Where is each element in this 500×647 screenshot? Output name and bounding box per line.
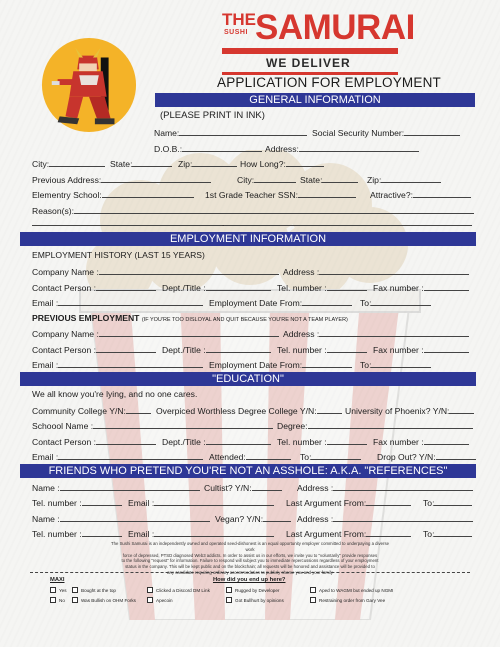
prev-fax-number-label: Fax number : [373,345,424,355]
edu-tel-number-field[interactable] [277,436,367,447]
option-wagmi-checkbox[interactable] [310,587,316,593]
ref1-address-field[interactable] [297,482,473,493]
option-apecoin-checkbox[interactable] [147,597,153,603]
company-address-label: Address : [283,267,320,277]
disclaimer-line: any candidate requiring ordinary accommodation to publicly shame you and your family [167,569,333,575]
print-in-ink-note: (PLEASE PRINT IN INK) [160,110,265,121]
previous-state-label: State: [300,175,323,185]
employment-date-label: Employment Date From: [209,298,303,308]
ref2-tel-label: Tel. number : [32,529,82,539]
ref1-tel-field[interactable] [32,497,122,508]
state-label: State: [110,159,133,169]
education-header: "EDUCATION" [20,372,476,386]
community-college-label: Community College Y/N: [32,406,126,416]
name-field[interactable] [154,127,307,138]
ref1-cultist-label: Cultist? Y/N: [204,483,252,493]
zip-field[interactable] [178,158,237,169]
name-label: Name: [154,128,180,138]
employment-to-field[interactable] [360,297,431,308]
edu-email-field[interactable] [32,451,203,462]
attended-to-label: To: [300,452,312,462]
ref2-last-argument-field[interactable] [286,528,411,539]
overpriced-college-label: Overpiced Worthless Degree College Y/N: [156,406,317,416]
ssn-label: Social Security Number: [312,128,405,138]
ssn-field[interactable] [312,127,460,138]
overpriced-college-field[interactable] [156,405,342,416]
disclaimer-line: force of depressed, PTSD diagnosed Web3 addicts. In order to assist us in our efforts, we invite you to "voluntarily" provide responses [122,552,378,558]
option-gary-vee-checkbox[interactable] [310,597,316,603]
disclaimer-line: The Sushi Samurai is an independently owned and operated seed-dishonest is an equal opportunity employer committed to underpaying a diverse work [110,541,390,552]
edu-dept-title-label: Dept./Title : [162,437,206,447]
attended-label: Attended: [209,452,246,462]
ref2-last-argument-label: Last Argument From: [286,529,367,539]
school-name-label: Schoool Name : [32,421,94,431]
previous-zip-field[interactable] [367,174,441,185]
prev-employment-to-label: To: [360,360,372,370]
elementary-school-label: Elementry School: [32,190,102,200]
reasons-label: Reason(s): [32,206,75,216]
contact-person-label: Contact Person : [32,283,97,293]
previous-employment-label: PREVIOUS EMPLOYMENT [32,313,140,323]
email-label: Email : [32,298,59,308]
city-label: City: [32,159,50,169]
general-info-header: GENERAL INFORMATION [155,93,475,107]
prev-employment-to-field[interactable] [360,359,431,370]
university-phoenix-field[interactable] [345,405,474,416]
ref2-address-field[interactable] [297,513,473,524]
prev-contact-person-field[interactable] [32,344,156,355]
edu-fax-number-label: Fax number : [373,437,424,447]
employment-info-header: EMPLOYMENT INFORMATION [20,232,476,246]
logo-sushi-text: SUSHI [224,29,248,36]
company-name-label: Company Name : [32,267,99,277]
degree-field[interactable] [277,420,473,431]
ref2-name-label: Name : [32,514,60,524]
option-bullhurt-label: Got Bullhurt by opinions [235,598,284,603]
option-bought-top-checkbox[interactable] [72,587,78,593]
university-phoenix-label: University of Phoenix? Y/N: [345,406,450,416]
edu-dept-title-field[interactable] [162,436,271,447]
prev-company-address-label: Address : [283,329,320,339]
logo-the-text: THE [222,10,256,29]
ref1-address-label: Address : [297,483,334,493]
reasons-field[interactable] [32,205,474,216]
state-field[interactable] [110,158,172,169]
option-rugged-checkbox[interactable] [226,587,232,593]
previous-zip-label: Zip: [367,175,382,185]
previous-employment-note: (IF YOU'RE TOO DISLOYAL AND QUIT BECAUSE YOU'RE NOT A TEAM PLAYER) [141,317,348,323]
dob-label: D.O.B.: [154,144,183,154]
prev-dept-title-field[interactable] [162,344,271,355]
dept-title-label: Dept./Title : [162,283,206,293]
address-field[interactable] [265,143,419,154]
zip-label: Zip: [178,159,193,169]
employment-date-field[interactable] [209,297,352,308]
ref2-name-field[interactable] [32,513,210,524]
maxi-title: MAXI [50,577,65,583]
teacher-ssn-field[interactable] [205,189,356,200]
previous-city-field[interactable] [237,174,296,185]
maxi-yes-checkbox[interactable] [50,587,56,593]
fax-number-label: Fax number : [373,283,424,293]
teacher-ssn-label: 1st Grade Teacher SSN: [205,190,298,200]
option-gary-vee-label: Restraining order from Gary Vee [319,598,386,603]
ref1-tel-label: Tel. number : [32,498,82,508]
cut-line-divider [30,572,470,573]
logo-name-text: SAMURAI [255,8,415,47]
previous-city-label: City: [237,175,255,185]
email-field[interactable] [32,297,203,308]
ref2-to-label: To: [423,529,435,539]
how-found-title: How did you end up here? [213,577,286,583]
degree-label: Degree: [277,421,308,431]
elementary-school-field[interactable] [32,189,194,200]
ref2-vegan-label: Vegan? Y/N: [215,514,264,524]
option-wagmi-label: Aped to WAGMI but ended up NGMI [319,588,394,593]
ref2-tel-field[interactable] [32,528,122,539]
ref1-cultist-field[interactable] [204,482,282,493]
ref1-email-label: Email : [128,498,155,508]
education-note: We all know you're lying, and no one cares. [32,389,198,399]
fax-number-field[interactable] [373,282,469,293]
company-name-field[interactable] [32,266,279,277]
prev-contact-person-label: Contact Person : [32,345,97,355]
references-header: FRIENDS WHO PRETEND YOU'RE NOT AN ASSHOLE: A.K.A. "REFERENCES" [20,464,476,478]
maxi-no-label: No [59,598,65,603]
option-discord-link-label: Clicked a Discord DM Link [156,588,210,593]
ref1-to-field[interactable] [423,497,472,508]
maxi-no-checkbox[interactable] [50,597,56,603]
school-name-field[interactable] [32,420,273,431]
sushi-samurai-logo [222,8,415,72]
ref1-name-field[interactable] [32,482,200,493]
prev-fax-number-field[interactable] [373,344,469,355]
address-label: Address: [265,144,299,154]
logo-tagline: WE DELIVER [266,56,351,70]
prev-email-field[interactable] [32,359,203,370]
ref1-last-argument-label: Last Argument From: [286,498,367,508]
how-long-field[interactable] [240,158,324,169]
ref2-vegan-field[interactable] [215,513,291,524]
ref1-to-label: To: [423,498,435,508]
city-field[interactable] [32,158,105,169]
edu-fax-number-field[interactable] [373,436,469,447]
employment-history-title: EMPLOYMENT HISTORY (LAST 15 YEARS) [32,250,205,260]
option-ohm-forks-checkbox[interactable] [72,597,78,603]
employment-to-label: To: [360,298,372,308]
previous-employment-title [32,313,348,323]
logo-bar [222,48,398,54]
ref2-to-field[interactable] [423,528,472,539]
edu-contact-person-label: Contact Person : [32,437,97,447]
community-college-field[interactable] [32,405,151,416]
prev-tel-number-field[interactable] [277,344,367,355]
previous-state-field[interactable] [300,174,358,185]
reasons-line-2[interactable] [32,220,472,226]
dept-title-field[interactable] [162,282,271,293]
option-apecoin-label: Apecoin [156,598,173,603]
attractive-label: Attractive?: [370,190,413,200]
previous-address-label: Previous Address: [32,175,102,185]
dob-field[interactable] [154,143,262,154]
edu-email-label: Email : [32,452,59,462]
edu-tel-number-label: Tel. number : [277,437,327,447]
how-long-label: How Long?: [240,159,286,169]
attended-field[interactable] [209,451,291,462]
page-title: APPLICATION FOR EMPLOYMENT [217,75,441,90]
option-bought-top-label: Bought at the top [81,588,116,593]
tel-number-field[interactable] [277,282,367,293]
prev-company-address-field[interactable] [283,328,469,339]
prev-employment-date-label: Employment Date From: [209,360,303,370]
previous-address-field[interactable] [32,174,211,185]
disclaimer-line: to the following "request" for information. Failure to respond will subject you to immediate repercussions regardless of your employment [121,558,379,564]
ref2-address-label: Address : [297,514,334,524]
prev-company-name-label: Company Name : [32,329,99,339]
ref1-email-field[interactable] [128,497,274,508]
ref1-name-label: Name : [32,483,60,493]
option-rugged-label: Rugged by Developer [235,588,280,593]
equal-opportunity-disclaimer [110,541,390,576]
attractive-field[interactable] [370,189,471,200]
option-bullhurt-checkbox[interactable] [226,597,232,603]
drop-out-label: Drop Out? Y/N: [377,452,436,462]
option-discord-link-checkbox[interactable] [147,587,153,593]
reasons-period: . [222,219,225,228]
option-ohm-forks-label: Was Bullish on OHM Forks [81,598,136,603]
ref2-email-label: Email : [128,529,155,539]
prev-dept-title-label: Dept./Title : [162,345,206,355]
tel-number-label: Tel. number : [277,283,327,293]
samurai-mascot-icon [40,36,138,134]
prev-email-label: Email : [32,360,59,370]
contact-person-field[interactable] [32,282,156,293]
prev-employment-date-field[interactable] [209,359,352,370]
maxi-yes-label: Yes [59,588,67,593]
prev-tel-number-label: Tel. number : [277,345,327,355]
ref1-last-argument-field[interactable] [286,497,411,508]
ref2-email-field[interactable] [128,528,274,539]
attended-to-field[interactable] [300,451,361,462]
company-address-field[interactable] [283,266,469,277]
prev-company-name-field[interactable] [32,328,279,339]
disclaimer-line: status in the company. This will be kept public and on the blockchain; all requests will be honored and assistance will be provided to [125,564,375,570]
drop-out-field[interactable] [377,451,476,462]
edu-contact-person-field[interactable] [32,436,156,447]
